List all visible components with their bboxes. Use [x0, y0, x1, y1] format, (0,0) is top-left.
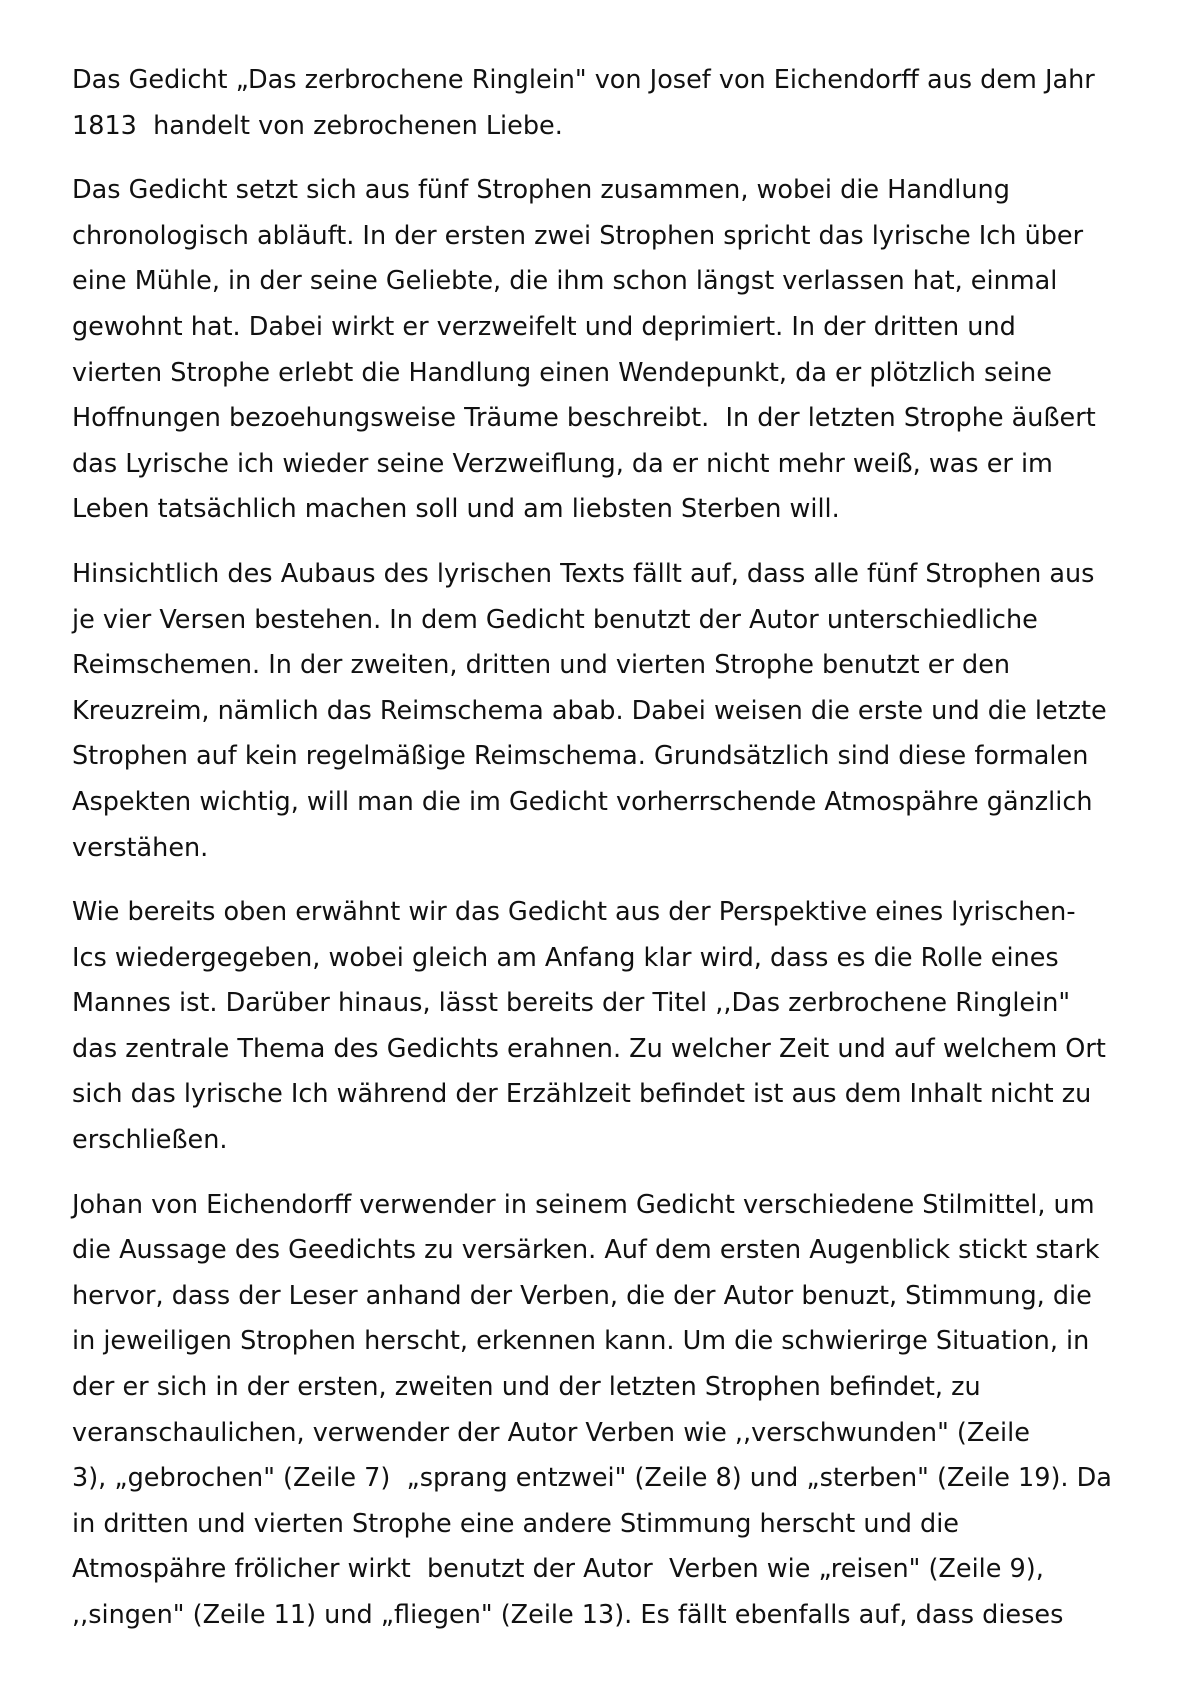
text-line: vierten Strophe erlebt die Handlung einen Wendepunkt, da er plötzlich seine: [72, 357, 1052, 388]
text-line: Kreuzreim, nämlich das Reimschema abab. Dabei weisen die erste und die letzte: [72, 695, 1107, 726]
text-line: Reimschemen. In der zweiten, dritten und vierten Strophe benutzt er den: [72, 650, 1011, 681]
text-line: je vier Versen bestehen. In dem Gedicht benutzt der Autor unterschiedliche: [72, 604, 1038, 635]
text-line: verstähen.: [72, 832, 209, 863]
text-line: Das Gedicht setzt sich aus fünf Strophen zusammen, wobei die Handlung: [72, 175, 1010, 206]
text-line: das Lyrische ich wieder seine Verzweiflung, da er nicht mehr weiß, was er im: [72, 448, 1053, 479]
text-line: 3), „gebrochen" (Zeile 7) „sprang entzwei" (Zeile 8) und „sterben" (Zeile 19). Da: [72, 1463, 1112, 1494]
text-line: veranschaulichen, verwender der Autor Verben wie ,,verschwunden" (Zeile: [72, 1417, 1030, 1448]
essay-text: [72, 58, 1152, 1658]
text-line: in jeweiligen Strophen herscht, erkennen kann. Um die schwierirge Situation, in: [72, 1326, 1090, 1357]
text-line: Atmospähre frölicher wirkt benutzt der Autor Verben wie „reisen" (Zeile 9),: [72, 1554, 1044, 1585]
paragraph-stylistic-devices: [72, 1183, 1152, 1639]
text-line: Mannes ist. Darüber hinaus, lässt bereits der Titel ,,Das zerbrochene Ringlein": [72, 988, 1071, 1019]
paragraph-content-summary: [72, 168, 1152, 533]
text-line: Hoffnungen bezoehungsweise Träume beschreibt. In der letzten Strophe äußert: [72, 403, 1096, 434]
text-line: das zentrale Thema des Gedichts erahnen. Zu welcher Zeit und auf welchem Ort: [72, 1033, 1106, 1064]
text-line: Wie bereits oben erwähnt wir das Gedicht aus der Perspektive eines lyrischen-: [72, 897, 1076, 928]
text-line: Das Gedicht „Das zerbrochene Ringlein" von Josef von Eichendorff aus dem Jahr: [72, 65, 1095, 95]
text-line: in dritten und vierten Strophe eine andere Stimmung herscht und die: [72, 1508, 959, 1539]
text-line: hervor, dass der Leser anhand der Verben, die der Autor benuzt, Stimmung, die: [72, 1280, 1092, 1311]
paragraph-intro: [72, 58, 1152, 149]
text-line: Ics wiedergegeben, wobei gleich am Anfang klar wird, dass es die Rolle eines: [72, 942, 1059, 973]
text-line: gewohnt hat. Dabei wirkt er verzweifelt und deprimiert. In der dritten und: [72, 311, 1016, 342]
text-line: Strophen auf kein regelmäßige Reimschema. Grundsätzlich sind diese formalen: [72, 741, 1089, 772]
text-line: 1813 handelt von zebrochenen Liebe.: [72, 110, 563, 141]
text-line: ,,singen" (Zeile 11) und „fliegen" (Zeile 13). Es fällt ebenfalls auf, dass dieses: [72, 1600, 1064, 1630]
text-line: Aspekten wichtig, will man die im Gedicht vorherrschende Atmospähre gänzlich: [72, 786, 1093, 817]
text-line: chronologisch abläuft. In der ersten zwei Strophen spricht das lyrische Ich über: [72, 220, 1084, 251]
paragraph-perspective: [72, 890, 1152, 1164]
text-line: die Aussage des Geedichts zu versärken. Auf dem ersten Augenblick stickt stark: [72, 1235, 1100, 1266]
paragraph-structure: [72, 552, 1152, 871]
text-line: eine Mühle, in der seine Geliebte, die ihm schon längst verlassen hat, einmal: [72, 266, 1058, 297]
text-line: Johan von Eichendorff verwender in seinem Gedicht verschiedene Stilmittel, um: [72, 1189, 1095, 1220]
text-line: erschließen.: [72, 1125, 228, 1156]
text-line: Hinsichtlich des Aubaus des lyrischen Texts fällt auf, dass alle fünf Strophen aus: [72, 558, 1095, 589]
text-line: sich das lyrische Ich während der Erzählzeit befindet ist aus dem Inhalt nicht zu: [72, 1079, 1092, 1110]
text-line: der er sich in der ersten, zweiten und der letzten Strophen befindet, zu: [72, 1372, 981, 1403]
text-line: Leben tatsächlich machen soll und am liebsten Sterben will.: [72, 494, 840, 525]
